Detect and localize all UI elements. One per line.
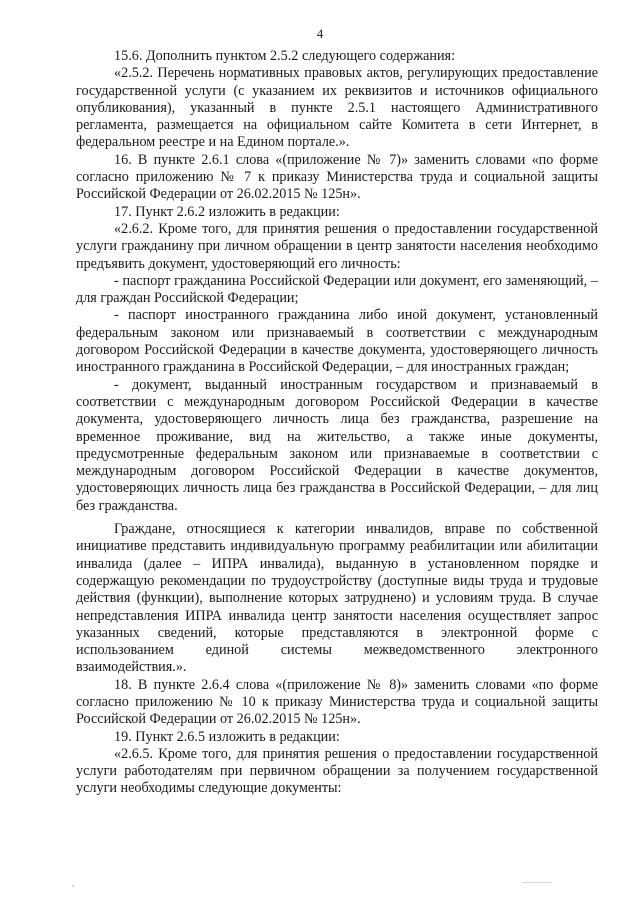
scan-artifact-left <box>72 885 74 887</box>
document-body <box>76 48 598 798</box>
list-item-foreign-passport: - паспорт иностранного гражданина либо иной документ, установленный федеральным законом или признаваемый в соответствии с международным договором Российской Федерации в качестве документа, удостоверяющего личность иностранного гражданина в Российской Федерации, – для иностранных граждан; <box>76 307 598 376</box>
list-item-russian-passport: - паспорт гражданина Российской Федерации или документ, его заменяющий, – для граждан Российской Федерации; <box>76 272 598 307</box>
scan-artifact-right <box>522 882 552 883</box>
paragraph-18: 18. В пункте 2.6.4 слова «(приложение № 8)» заменить словами «по форме согласно приложению № 10 к приказу Министерства труда и социальной защиты Российской Федерации от 26.02.2015 № 125н». <box>76 676 598 728</box>
paragraph-15-6: 15.6. Дополнить пунктом 2.5.2 следующего содержания: <box>114 48 456 64</box>
paragraph-16: 16. В пункте 2.6.1 слова «(приложение № 7)» заменить словами «по форме согласно приложению № 7 к приказу Министерства труда и социальной защиты Российской Федерации от 26.02.2015 № 125н». <box>76 151 598 203</box>
list-item-stateless-document: - документ, выданный иностранным государством и признаваемый в соответствии с международным договором Российской Федерации в качестве документа, удостоверяющего личность лица без гражданства, разрешение на временное проживание, вид на жительство, а также иные документы, предусмотренные федеральным законом или признаваемые в соответствии с международным договором Российской Федерации в качестве документов, удостоверяющих личность лица без гражданства в Российской Федерации, – для лиц без гражданства. <box>76 376 598 514</box>
paragraph-disabled-citizens: Граждане, относящиеся к категории инвалидов, вправе по собственной инициативе представить индивидуальную программу реабилитации или абилитации инвалида (далее – ИПРА инвалида), выданную в установленном порядке и содержащую рекомендации по трудоустройству (доступные виды труда и трудовые действия (функции), выполнение которых затруднено) и условиям труда. В случае непредставления ИПРА инвалида центр занятости населения осуществляет запрос указанных сведений, которые представляются в электронной форме с использованием единой системы межведомственного электронного взаимодействия.». <box>76 521 598 676</box>
page-number: 4 <box>316 26 324 41</box>
paragraph-17: 17. Пункт 2.6.2 изложить в редакции: <box>114 203 340 220</box>
paragraph-2-6-5-text: «2.6.5. Кроме того, для принятия решения о предоставлении государственной услуги работодателям при первичном обращении за получением государственной услуги необходимы следующие документы: <box>76 745 598 797</box>
paragraph-2-5-2-text: «2.5.2. Перечень нормативных правовых актов, регулирующих предоставление государственной услуги (с указанием их реквизитов и источников официального опубликования), указанный в пункте 2.5.1 настоящего Административного регламента, размещается на официальном сайте Комитета в сети Интернет, в федеральном реестре и на Едином портале.». <box>76 65 598 151</box>
paragraph-19: 19. Пункт 2.6.5 изложить в редакции: <box>114 728 340 745</box>
paragraph-2-6-2-text: «2.6.2. Кроме того, для принятия решения о предоставлении государственной услуги гражданину при личном обращении в центр занятости населения необходимо предъявить документ, удостоверяющий его личность: <box>76 220 598 272</box>
